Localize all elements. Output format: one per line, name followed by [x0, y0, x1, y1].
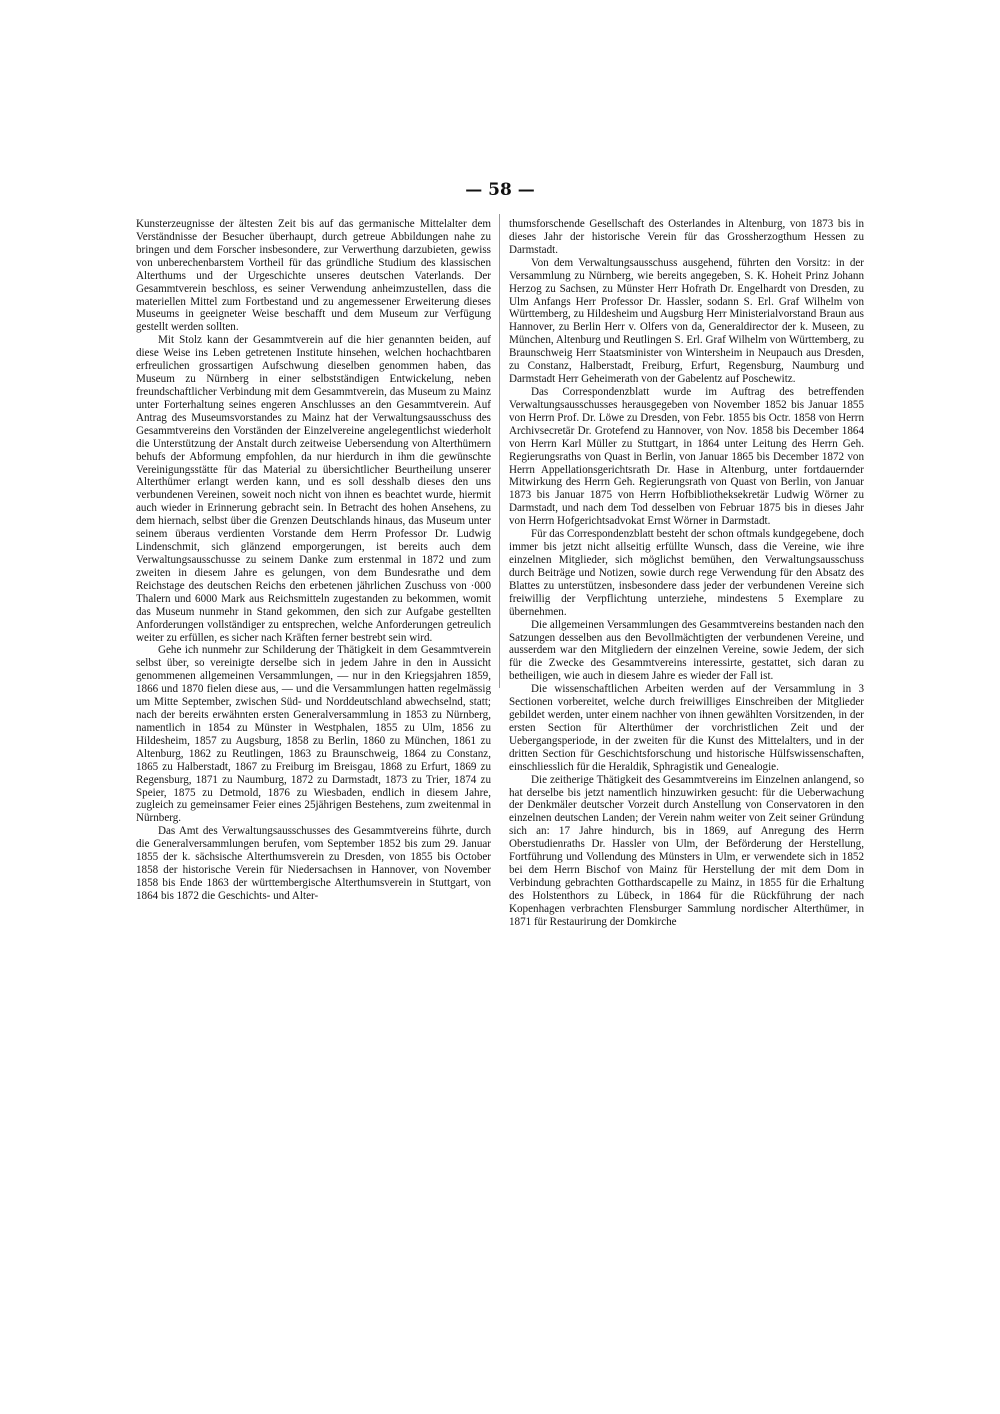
paragraph: Das Amt des Verwaltungsausschusses des Gesammtvereins führte, durch die Generalversammlungen berufen, vom September 1852 bis zum 29. Januar 1855 der k. sächsische Alterthumsverein zu Dresden, von 1855 bis October 1858 der historische Verein für Niedersachsen in Hannover, von November 1858 bis Ende 1863 der württembergische Alterthumsverein in Stuttgart, von 1864 bis 1872 die Geschichts- und Alter-: [136, 825, 491, 902]
paragraph: Gehe ich nunmehr zur Schilderung der Thätigkeit in dem Gesammtverein selbst über, so vereinigte derselbe sich in jedem Jahre in den in Aussicht genommenen allgemeinen Versammlungen, — nur in den Kriegsjahren 1859, 1866 und 1870 fielen diese aus, — und die Versammlungen hatten regelmässig um Mitte September, zwischen Süd- und Norddeutschland abwechselnd, statt; nach der bereits erwähnten ersten Generalversammlung in 1853 zu Nürnberg, namentlich in 1854 zu Münster in Westphalen, 1855 zu Ulm, 1856 zu Hildesheim, 1857 zu Augsburg, 1858 zu Berlin, 1860 zu München, 1861 zu Altenburg, 1862 zu Reutlingen, 1863 zu Braunschweig, 1864 zu Constanz, 1865 zu Halberstadt, 1867 zu Freiburg im Breisgau, 1868 zu Erfurt, 1869 zu Regensburg, 1871 zu Naumburg, 1872 zu Darmstadt, 1873 zu Trier, 1874 zu Speier, 1875 zu Detmold, 1876 zu Wiesbaden, endlich in diesem Jahre, zugleich zu gemeinsamer Feier eines 25jährigen Bestehens, zum zweitenmal in Nürnberg.: [136, 644, 491, 825]
right-column: [509, 218, 864, 929]
page-number: — 58 —: [465, 180, 535, 200]
paragraph: Von dem Verwaltungsausschuss ausgehend, führten den Vorsitz: in der Versammlung zu Nürnberg, wie bereits angegeben, S. K. Hoheit Prinz Johann Herzog zu Sachsen, zu Münster Herr Hofrath Dr. Engelhardt von Dresden, zu Ulm Anfangs Herr Professor Dr. Hassler, sodann S. Erl. Graf Wilhelm von Württemberg, zu Hildesheim und Augsburg Herr Ministerialvorstand Braun aus Hannover, zu Berlin Herr v. Olfers von da, Generaldirector der k. Museen, zu München, Altenburg und Reutlingen S. Erl. Graf Wilhelm von Württemberg, zu Braunschweig Herr Staatsminister von Wintersheim in Neupauch aus Dresden, zu Constanz, Halberstadt, Freiburg, Erfurt, Regensburg, Naumburg und Darmstadt Herr Geheimerath von der Gabelentz auf Poschewitz.: [509, 256, 864, 386]
left-column: [136, 218, 491, 903]
paragraph: thumsforschende Gesellschaft des Osterlandes in Altenburg, von 1873 bis in dieses Jahr der historische Verein für das Grossherzogthum Hessen zu Darmstadt.: [509, 218, 864, 256]
paragraph: Die zeitherige Thätigkeit des Gesammtvereins im Einzelnen anlangend, so hat derselbe bis jetzt namentlich hinzuwirken gesucht: für die Ueberwachung der Denkmäler deutscher Vorzeit durch Anstellung von Conservatoren in den einzelnen deutschen Landen; der Verein nahm weiter von Zeit seiner Gründung sich an: 17 Jahre hindurch, bis in 1869, auf Anregung des Herrn Oberstudienraths Dr. Hassler von Ulm, der Beförderung der Herstellung, Fortführung und Vollendung des Münsters in Ulm, er verwendete sich in 1852 bei dem Herrn Bischof von Mainz für Herstellung der mit dem Dom in Verbindung gebrachten Gotthardscapelle zu Mainz, in 1855 für die Erhaltung des Holstenthors zu Lübeck, in 1864 für die Rückführung der nach Kopenhagen verbrachten Flensburger Sammlung nordischer Alterthümer, in 1871 für Restaurirung der Domkirche: [509, 773, 864, 928]
paragraph: Mit Stolz kann der Gesammtverein auf die hier genannten beiden, auf diese Weise ins Leben getretenen Institute hinsehen, welchen hochachtbaren erfreulichen grossartigen Aufschwung dieselben genommen haben, das Museum zu Nürnberg in einer selbstständigen Entwickelung, neben freundschaftlicher Verbindung mit dem Gesammtverein, das Museum zu Mainz unter Forterhaltung seines engeren Anschlusses an den Gesammtverein. Auf Antrag des Museumsvorstandes zu Mainz hat der Verwaltungsausschuss des Gesammtvereins den Vorständen der Einzelvereine angelegentlichst wiederholt die Unterstützung der Anstalt durch zeitweise Uebersendung von Alterthümern behufs der Abformung empfohlen, da nur hierdurch in ihm die gewünschte Vereinigungsstätte für das Material zu übersichtlicher Beurtheilung unserer Alterthümer erlangt werden kann, und es soll desshalb dieses den uns verbundenen Vereinen, soweit noch nicht von ihnen es beachtet wurde, hiermit auch wieder in Erinnerung gebracht sein. In Betracht des hohen Ansehens, zu dem hiernach, selbst über die Grenzen Deutschlands hinaus, das Museum unter seinem überaus verdienten Vorstande dem Herrn Professor Dr. Ludwig Lindenschmit, sich glänzend emporgerungen, ist bereits auch dem Verwaltungsausschusse zu seinem Danke zum erstenmal in 1872 und zum zweiten in diesem Jahre es gelungen, von dem Bundesrathe und dem Reichstage des deutschen Reichs den erbetenen jährlichen Zuschuss von ·000 Thalern und 6000 Mark aus Reichsmitteln zugestanden zu bekommen, womit das Museum nunmehr in Stand gekommen, den sich zur Aufgabe gestellten Anforderungen vollständiger zu entsprechen, welche Anforderungen getreulich weiter zu erfüllen, es sicher nach Kräften ferner bestrebt sein wird.: [136, 334, 491, 644]
column-divider: [499, 214, 500, 688]
paragraph: Kunsterzeugnisse der ältesten Zeit bis auf das germanische Mittelalter dem Verständnisse der Besucher überhaupt, durch getreue Abbildungen nahe zu bringen und dem Forscher insbesondere, zur Verwerthung darzubieten, gewiss von unberechenbarstem Vortheil für das gründliche Studium des klassischen Alterthums und der Urgeschichte unseres deutschen Vaterlands. Der Gesammtverein beschloss, es seiner Verwendung anheimzustellen, dass die materiellen Mittel zum Fortbestand und zu angemessener Erweiterung dieses Museums in geeigneter Weise beschafft und dem Museum zur Verfügung gestellt werden sollten.: [136, 218, 491, 334]
paragraph: Die allgemeinen Versammlungen des Gesammtvereins bestanden nach den Satzungen desselben aus den Bevollmächtigten der verbundenen Vereine, und ausserdem war den Mitgliedern der einzelnen Vereine, sowie Jedem, der sich für die Zwecke des Gesammtvereins interessirte, gestattet, sich daran zu betheiligen, wie auch in diesem Jahre es wieder der Fall ist.: [509, 618, 864, 683]
paragraph: Die wissenschaftlichen Arbeiten werden auf der Versammlung in 3 Sectionen vorbereitet, welche durch freiwilliges Einschreiben der Mitglieder gebildet werden, unter einem nachher von ihnen gewählten Vorsitzenden, in der ersten Section für Alterthümer der vorchristlichen Zeit und der Uebergangsperiode, in der zweiten für die Kunst des Mittelalters, und in der dritten Section für Geschichtsforschung und historische Hülfswissenschaften, einschliesslich für die Heraldik, Sphragistik und Genealogie.: [509, 683, 864, 773]
paragraph: Das Correspondenzblatt wurde im Auftrag des betreffenden Verwaltungsausschusses herausgegeben von November 1852 bis Januar 1855 von Herrn Prof. Dr. Löwe zu Dresden, von Febr. 1855 bis Octr. 1858 von Herrn Archivsecretär Dr. Grotefend zu Hannover, von Nov. 1858 bis December 1864 von Herrn Karl Müller zu Stuttgart, in 1864 unter Leitung des Herrn Geh. Regierungsraths von Quast in Berlin, von Januar 1865 bis December 1872 von Herrn Appellationsgerichtsrath Dr. Hase in Altenburg, unter fortdauernder Mitwirkung des Herrn Geh. Regierungsrath von Quast von Berlin, von Januar 1873 bis Januar 1875 von Herrn Hofbibliotheksekretär Ludwig Wörner zu Darmstadt, und nach dem Tod desselben von Februar 1875 bis in dieses Jahr von Herrn Hofgerichtsadvokat Ernst Wörner in Darmstadt.: [509, 385, 864, 528]
paragraph: Für das Correspondenzblatt besteht der schon oftmals kundgegebene, doch immer bis jetzt nicht allseitig erfüllte Wunsch, dass die Vereine, wie ihre einzelnen Mitglieder, sich möglichst bemühen, den Verwaltungsausschuss durch Beiträge und Notizen, sowie durch rege Verwendung für den Absatz des Blattes zu unterstützen, insbesondere dass jeder der verbundenen Vereine sich freiwillig der Verpflichtung unterziehe, mindestens 5 Exemplare zu übernehmen.: [509, 528, 864, 618]
